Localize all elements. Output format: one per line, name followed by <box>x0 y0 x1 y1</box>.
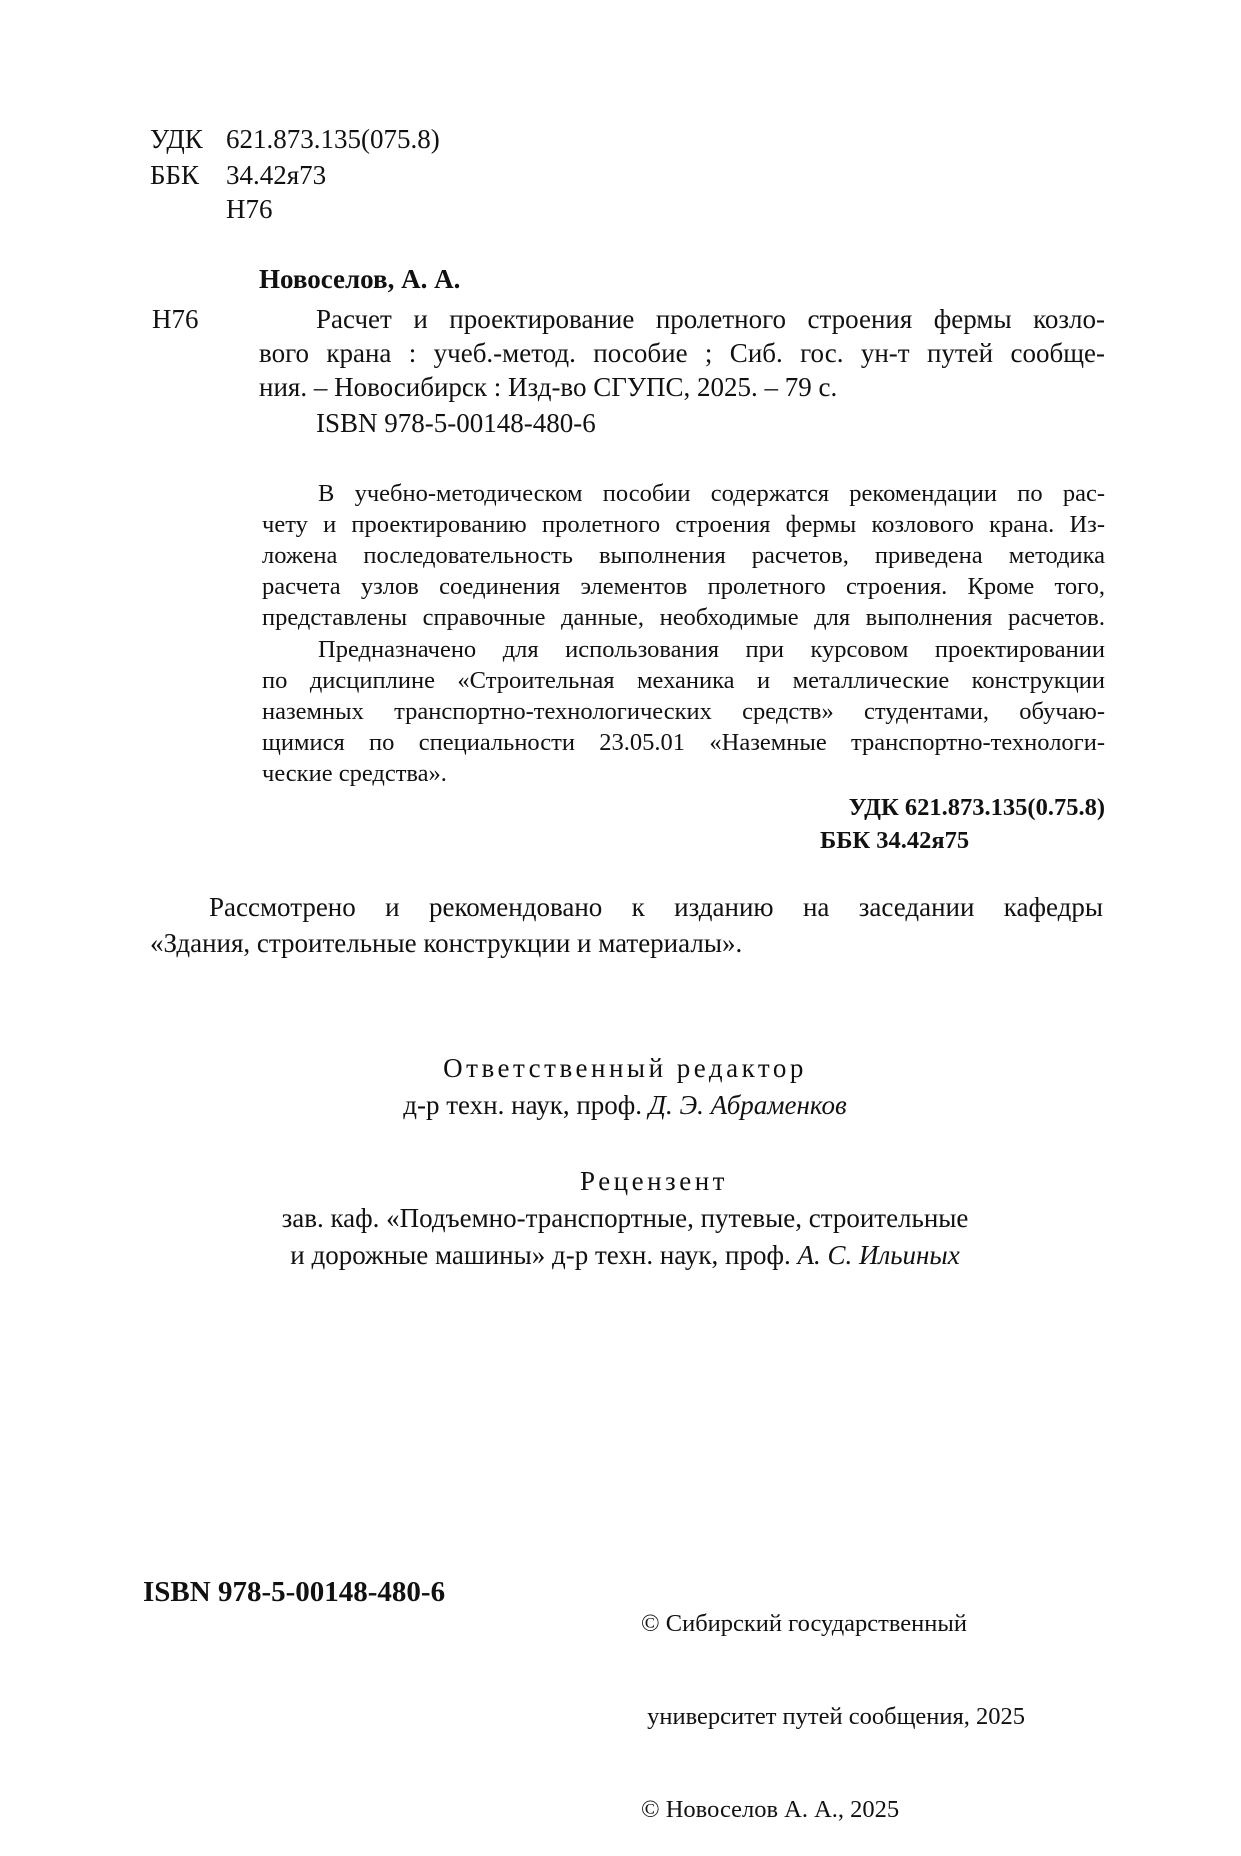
abstract-line: расчета узлов соединения элементов пролетного строения. Кроме того, <box>262 573 1105 600</box>
abstract-line: наземных транспортно-технологических средств» студентами, обучаю- <box>262 698 1105 725</box>
approval-note <box>150 889 1103 961</box>
abstract-line: щимися по специальности 23.05.01 «Наземные транспортно-технологи- <box>262 729 1105 756</box>
copyright-line: © Новоселов А. А., 2025 <box>641 1796 900 1823</box>
abstract <box>262 478 1105 789</box>
bbk-bold: ББК 34.42я75 <box>820 827 970 854</box>
udk-bold: УДК 621.873.135(0.75.8) <box>848 794 1105 821</box>
card-author-mark: Н76 <box>152 304 199 334</box>
reviewer-affiliation: и дорожные машины» д-р техн. наук, проф. <box>290 1240 791 1270</box>
copyright-line: университет путей сообщения, 2025 <box>641 1703 1026 1730</box>
approval-line: «Здания, строительные конструкции и материалы». <box>150 928 743 958</box>
footer-isbn: ISBN 978-5-00148-480-6 <box>143 1576 446 1608</box>
udk-label: УДК <box>150 124 203 154</box>
reviewer-name: А. С. Ильиных <box>797 1240 960 1270</box>
approval-line: Рассмотрено и рекомендовано к изданию на заседании кафедры <box>209 892 1103 922</box>
reviewer-heading: Рецензент <box>580 1166 728 1196</box>
copyright-line: © Сибирский государственный <box>641 1610 967 1637</box>
abstract-line: представлены справочные данные, необходимые для выполнения расчетов. <box>262 604 1105 631</box>
description-line: Расчет и проектирование пролетного строения фермы козло- <box>316 304 1105 334</box>
copyright-block <box>641 1546 1025 1856</box>
abstract-line: ческие средства». <box>262 760 447 787</box>
reviewer-line2 <box>0 1237 1241 1273</box>
editor-heading: Ответственный редактор <box>443 1053 807 1083</box>
abstract-line: В учебно-методическом пособии содержатся рекомендации по рас- <box>318 480 1105 507</box>
abstract-line: ложена последовательность выполнения расчетов, приведена методика <box>262 542 1105 569</box>
abstract-line: по дисциплине «Строительная механика и металлические конструкции <box>262 667 1105 694</box>
reviewer-line1: зав. каф. «Подъемно-транспортные, путевые, строительные <box>281 1203 969 1233</box>
editor-title: д-р техн. наук, проф. <box>403 1090 643 1120</box>
editor-name: Д. Э. Абраменков <box>648 1090 847 1120</box>
bbk-value: 34.42я73 <box>226 160 327 190</box>
editor-line <box>0 1087 1241 1123</box>
abstract-line: Предназначено для использования при курсовом проектировании <box>318 636 1105 663</box>
description-line: вого крана : учеб.-метод. пособие ; Сиб. гос. ун-т путей сообще- <box>259 338 1105 368</box>
bbk-label: ББК <box>150 160 200 190</box>
author-name: Новоселов, А. А. <box>259 264 461 294</box>
bibliographic-description <box>259 301 1105 441</box>
abstract-line: чету и проектированию пролетного строения фермы козлового крана. Из- <box>262 511 1105 538</box>
card-isbn: ISBN 978-5-00148-480-6 <box>316 408 596 438</box>
author-mark: Н76 <box>226 194 273 224</box>
description-line: ния. – Новосибирск : Изд-во СГУПС, 2025. – 79 с. <box>259 372 838 402</box>
udk-value: 621.873.135(075.8) <box>226 124 440 154</box>
